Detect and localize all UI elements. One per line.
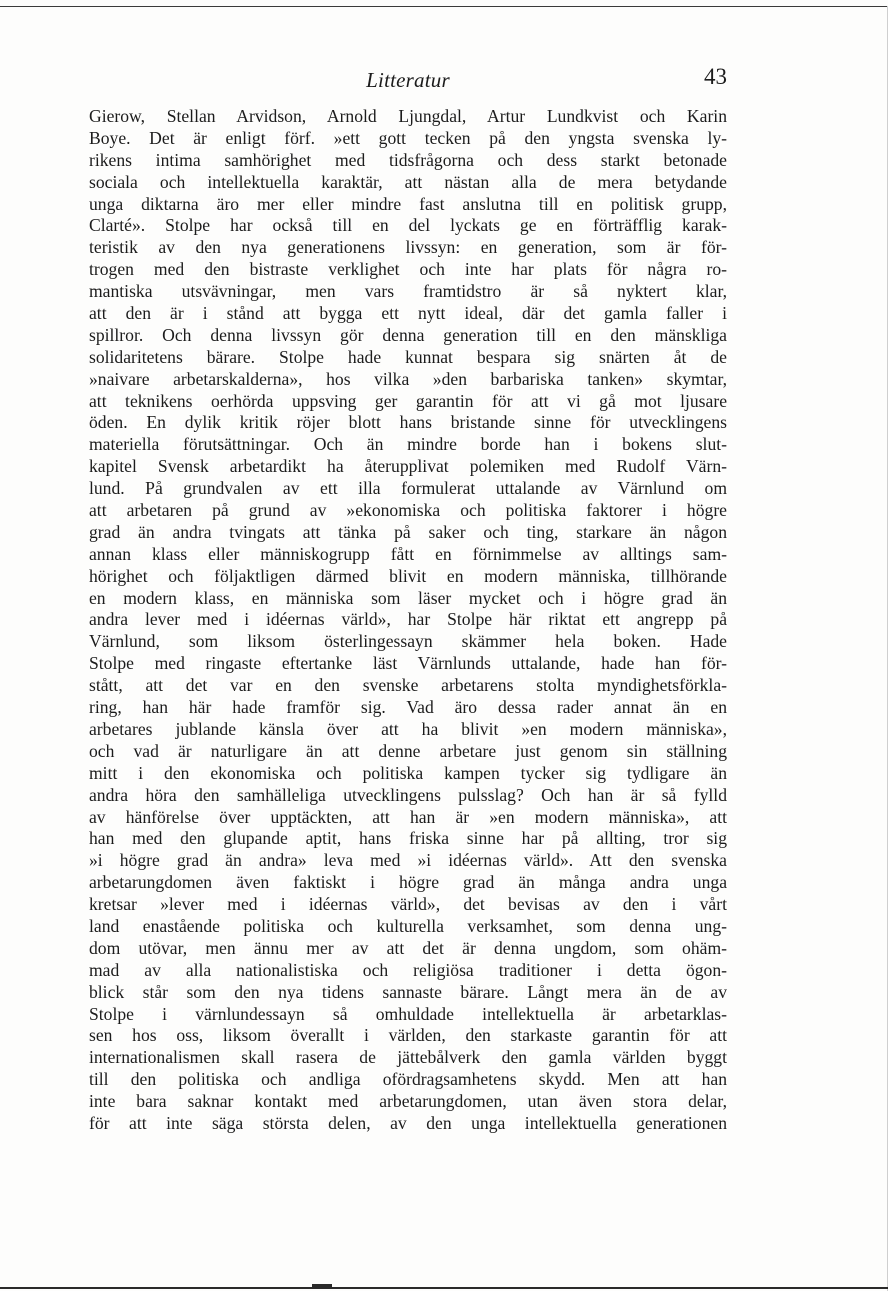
- text-line: kapitel Svensk arbetardikt ha återupplivat polemiken med Rudolf Värn-: [89, 456, 727, 477]
- bottom-edge-line: [0, 1287, 888, 1289]
- text-line: öden. En dylik kritik röjer blott hans bristande sinne för utvecklingens: [89, 412, 727, 433]
- top-edge-line: [0, 6, 888, 7]
- text-line: ring, han här hade framför sig. Vad äro dessa rader annat än en: [89, 697, 727, 718]
- text-line: till den politiska och andliga ofördragsamhetens skydd. Men att han: [89, 1069, 727, 1090]
- text-line: han med den glupande aptit, hans friska sinne har på allting, tror sig: [89, 828, 727, 849]
- text-line: sen hos oss, liksom överallt i världen, den starkaste garantin för att: [89, 1025, 727, 1046]
- text-line: kretsar »lever med i idéernas värld», det bevisas av den i vårt: [89, 894, 727, 915]
- text-line: land enastående politiska och kulturella verksamhet, som denna ung-: [89, 915, 727, 936]
- text-line: och vad är naturligare än att denne arbetare just genom sin ställning: [89, 740, 727, 761]
- text-line: för att inte säga största delen, av den unga intellektuella generationen: [89, 1112, 727, 1133]
- text-line: att teknikens oerhörda uppsving ger garantin för att vi gå mot ljusare: [89, 390, 727, 411]
- text-line: internationalismen skall rasera de jättebålverk den gamla världen byggt: [89, 1047, 727, 1068]
- text-line: andra höra den samhälleliga utvecklingens pulsslag? Och han är så fylld: [89, 784, 727, 805]
- text-line: hörighet och följaktligen därmed blivit en modern människa, tillhörande: [89, 565, 727, 586]
- text-line: sociala och intellektuella karaktär, att nästan alla de mera betydande: [89, 171, 727, 192]
- text-line: »naivare arbetarskalderna», hos vilka »den barbariska tanken» skymtar,: [89, 368, 727, 389]
- text-line: materiella förutsättningar. Och än mindre borde han i bokens slut-: [89, 434, 727, 455]
- text-line: Värnlund, som liksom österlingessayn skämmer hela boken. Hade: [89, 631, 727, 652]
- text-line: dom utövar, men ännu mer av att det är denna ungdom, som ohäm-: [89, 937, 727, 958]
- body-text: [89, 106, 727, 1135]
- text-line: att arbetaren på grund av »ekonomiska och politiska faktorer i högre: [89, 500, 727, 521]
- text-line: arbetarungdomen även faktiskt i högre grad än många andra unga: [89, 872, 727, 893]
- text-line: Stolpe i värnlundessayn så omhuldade intellektuella är arbetarklas-: [89, 1003, 727, 1024]
- text-line: andra lever med i idéernas värld», har Stolpe här riktat ett angrepp på: [89, 609, 727, 630]
- text-line: spillror. Och denna livssyn gör denna generation till en den mänskliga: [89, 324, 727, 345]
- text-line: en modern klass, en människa som läser mycket och i högre grad än: [89, 587, 727, 608]
- running-title: Litteratur: [366, 68, 450, 92]
- text-line: unga diktarna äro mer eller mindre fast anslutna till en politisk grupp,: [89, 193, 727, 214]
- text-line: stått, att det var en den svenske arbetarens stolta myndighetsförkla-: [89, 675, 727, 696]
- running-head: [89, 64, 727, 100]
- page-number: 43: [704, 64, 727, 89]
- text-line: »i högre grad än andra» leva med »i idéernas värld». Att den svenska: [89, 850, 727, 871]
- text-line: lund. På grundvalen av ett illa formulerat uttalande av Värnlund om: [89, 478, 727, 499]
- text-line: blick står som den nya tidens sannaste bärare. Långt mera än de av: [89, 981, 727, 1002]
- text-line: av hänförelse över upptäckten, att han är »en modern människa», att: [89, 806, 727, 827]
- text-line: Stolpe med ringaste eftertanke läst Värnlunds uttalande, hade han för-: [89, 653, 727, 674]
- text-line: solidaritetens bärare. Stolpe hade kunnat bespara sig snärten åt de: [89, 346, 727, 367]
- text-line: rikens intima samhörighet med tidsfrågorna och dess starkt betonade: [89, 149, 727, 170]
- text-line: arbetares jublande känsla över att ha blivit »en modern människa»,: [89, 718, 727, 739]
- text-line: mad av alla nationalistiska och religiösa traditioner i detta ögon-: [89, 959, 727, 980]
- text-line: att den är i stånd att bygga ett nytt ideal, där det gamla faller i: [89, 303, 727, 324]
- text-line: annan klass eller människogrupp fått en förnimmelse av alltings sam-: [89, 543, 727, 564]
- text-line: inte bara saknar kontakt med arbetarungdomen, utan även stora delar,: [89, 1091, 727, 1112]
- text-line: mantiska utsvävningar, men vars framtidstro är så nyktert klar,: [89, 281, 727, 302]
- text-line: trogen med den bistraste verklighet och inte har plats för några ro-: [89, 259, 727, 280]
- text-line: grad än andra tvingats att tänka på saker och ting, starkare än någon: [89, 521, 727, 542]
- text-line: Clarté». Stolpe har också till en del lyckats ge en förträfflig karak-: [89, 215, 727, 236]
- text-line: Gierow, Stellan Arvidson, Arnold Ljungdal, Artur Lundkvist och Karin: [89, 106, 727, 126]
- text-line: teristik av den nya generationens livssyn: en generation, som är för-: [89, 237, 727, 258]
- text-line: mitt i den ekonomiska och politiska kampen tycker sig tydligare än: [89, 762, 727, 783]
- text-line: Boye. Det är enligt förf. »ett gott tecken på den yngsta svenska ly-: [89, 127, 727, 148]
